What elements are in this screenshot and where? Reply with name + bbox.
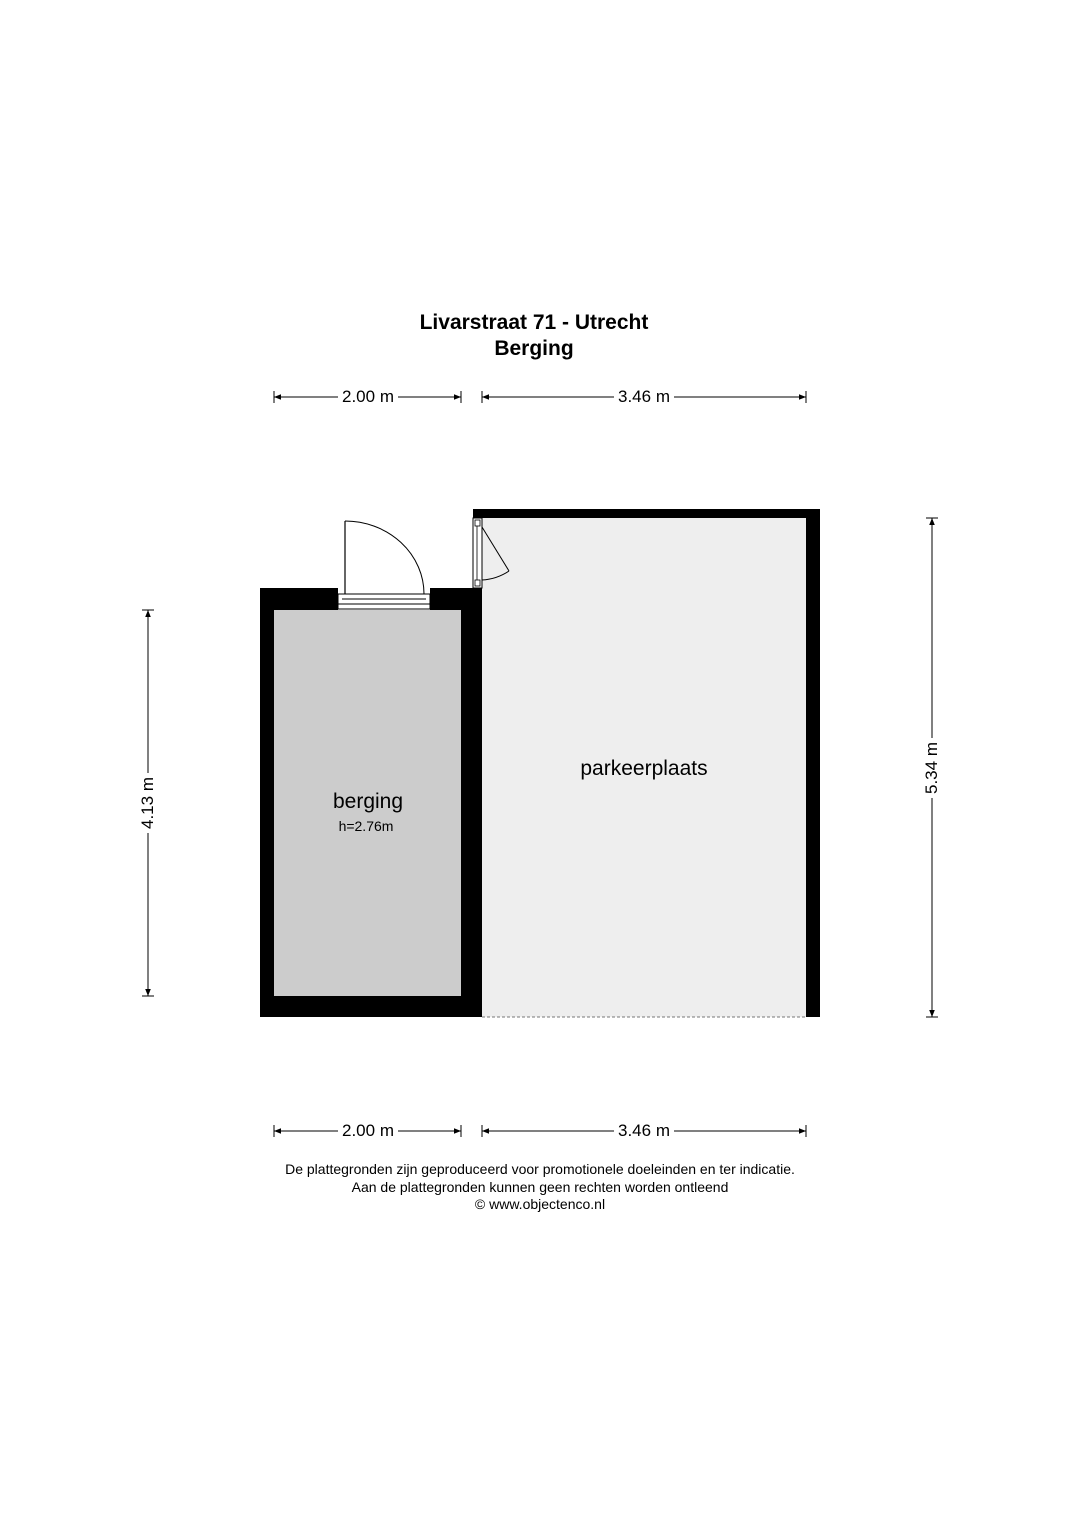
dimension-label-right-height: 5.34 m: [922, 738, 942, 798]
dimension-label-left-height: 4.13 m: [138, 773, 158, 833]
room-label-parkeerplaats: parkeerplaats: [580, 757, 708, 780]
dimension-label-bottom-left: 2.00 m: [338, 1121, 398, 1141]
dimension-label-bottom-right: 3.46 m: [614, 1121, 674, 1141]
floorplan-title: Livarstraat 71 - Utrecht: [419, 311, 649, 334]
dimension-label-top-right: 3.46 m: [614, 387, 674, 407]
copyright-line: © www.objectenco.nl: [474, 1196, 606, 1212]
room-height-berging: h=2.76m: [338, 818, 394, 834]
disclaimer-line-2: Aan de plattegronden kunnen geen rechten worden ontleend: [351, 1179, 729, 1195]
berging-door: [338, 521, 430, 609]
room-label-berging: berging: [332, 790, 404, 813]
disclaimer-line-1: De plattegronden zijn geproduceerd voor promotionele doeleinden en ter indicatie.: [285, 1161, 795, 1177]
dimension-label-top-left: 2.00 m: [338, 387, 398, 407]
floorplan-subtitle: Berging: [494, 337, 574, 360]
